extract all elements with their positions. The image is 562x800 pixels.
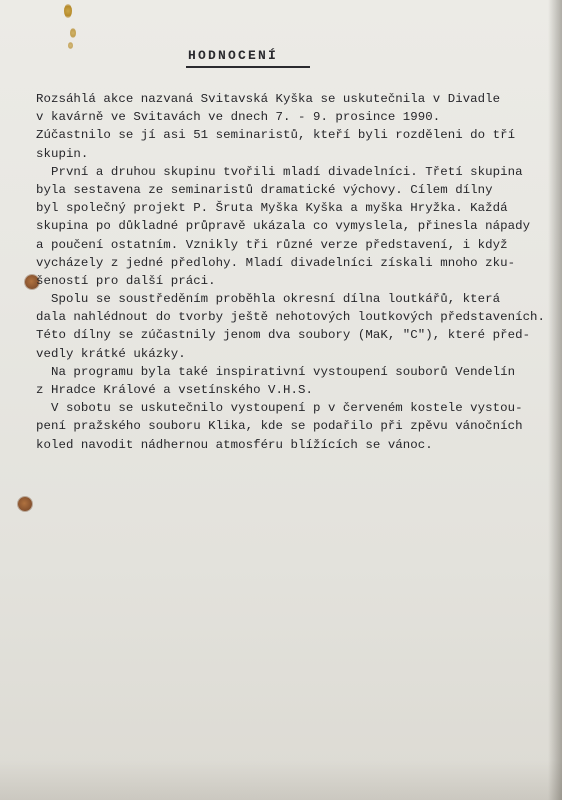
text-line: Této dílny se zúčastnily jenom dva soubory (MaK, "C"), které před- [36,328,531,343]
text-line: z Hradce Králové a vsetínského V.H.S. [36,383,313,397]
text-line: skupin. [36,146,89,161]
text-line: koled navodit nádhernou atmosféru blížících se vánoc. [36,437,433,452]
text-line: skupina po důkladné průpravě ukázala co vymyslela, přinesla nápady [36,219,531,234]
page-bottom-shadow [0,760,562,800]
text-line: První a druhou skupinu tvořili mladí divadelníci. Třetí skupina [36,164,523,179]
text-line: Zúčastnilo se jí asi 51 seminaristů, kteří byli rozděleni do tří [36,128,516,143]
text-line: šeností pro další práci. [36,273,216,288]
coffee-stain [64,4,72,18]
text-line: a poučení ostatním. Vznikly tři různé verze představení, i když [36,237,508,252]
text-line: pení pražského souboru Klika, kde se podařilo při zpěvu vánočních [36,419,523,434]
page-edge-shadow [548,0,562,800]
title-underline [186,66,310,68]
text-line: Na programu byla také inspirativní vystoupení souborů Vendelín [36,364,516,379]
text-line: Spolu se soustředěním proběhla okresní dílna loutkářů, která [36,292,501,307]
text-line: v kavárně ve Svitavách ve dnech 7. - 9. prosince 1990. [36,110,441,125]
text-line: vedly krátké ukázky. [36,346,186,361]
text-line: V sobotu se uskutečnilo vystoupení p v červeném kostele vystou- [36,401,523,416]
text-line: Rozsáhlá akce nazvaná Svitavská Kyška se uskutečnila v Divadle [36,92,501,106]
coffee-stain [68,42,73,49]
coffee-stain [70,28,76,38]
text-line: byl společný projekt P. Šruta Myška Kyška a myška Hryžka. Každá [36,201,508,216]
document-title: HODNOCENÍ [188,48,279,63]
document-body [36,90,546,454]
text-line: byla sestavena ze seminaristů dramatické výchovy. Cílem dílny [36,182,493,197]
text-line: vycházely z jedné předlohy. Mladí divadelníci získali mnoho zku- [36,255,516,270]
punch-hole [18,497,32,511]
text-line: dala nahlédnout do tvorby ještě nehotových loutkových představeních. [36,310,546,325]
